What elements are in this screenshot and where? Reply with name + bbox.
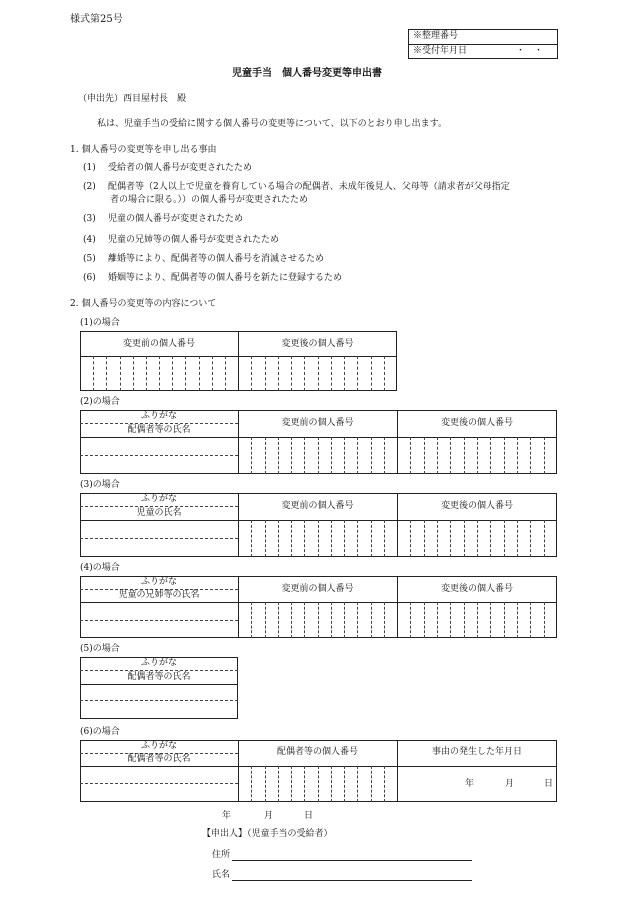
reason-4-num: (4)	[83, 235, 96, 245]
reason-3-text: 児童の個人番号が変更されたため	[108, 214, 244, 224]
digit-divider	[410, 520, 411, 557]
digit-divider	[450, 602, 451, 638]
digit-divider	[464, 437, 465, 474]
digit-divider	[410, 437, 411, 474]
digit-divider	[251, 602, 252, 638]
digit-divider	[517, 520, 518, 557]
digit-divider	[251, 437, 252, 474]
digit-divider	[212, 356, 213, 391]
digit-divider	[384, 437, 385, 474]
digit-divider	[251, 766, 252, 802]
digit-divider	[265, 356, 266, 391]
digit-divider	[304, 602, 305, 638]
digit-divider	[251, 356, 252, 391]
digit-divider	[544, 602, 545, 638]
digit-divider	[357, 520, 358, 557]
case2-before-header: 変更前の個人番号	[281, 418, 354, 428]
digit-divider	[344, 356, 345, 391]
intro-text: 私は、児童手当の受給に関する個人番号の変更等について、以下のとおり申し出ます。	[97, 119, 447, 129]
reason-6-text: 婚姻等により、配偶者等の個人番号を新たに登録するため	[108, 273, 343, 283]
digit-divider	[265, 602, 266, 638]
reason-1-text: 受給者の個人番号が変更されたため	[108, 163, 253, 173]
digit-divider	[357, 766, 358, 802]
digit-divider	[304, 356, 305, 391]
digit-divider	[530, 520, 531, 557]
reason-6-num: (6)	[83, 273, 96, 283]
case4-furigana: ふりがな	[140, 577, 177, 587]
case4-name-header: 児童の兄姉等の氏名	[118, 590, 200, 600]
digit-divider	[357, 356, 358, 391]
case6-name-header: 配偶者等の氏名	[127, 754, 191, 764]
ref-number-label: ※整理番号	[413, 31, 459, 41]
case6-furigana: ふりがな	[140, 741, 177, 751]
reason-2-text-cont: 者の場合に限る。））の個人番号が変更されたため	[110, 195, 309, 205]
digit-divider	[384, 602, 385, 638]
address-line[interactable]	[232, 860, 472, 861]
digit-divider	[490, 437, 491, 474]
reason-3-num: (3)	[83, 214, 96, 224]
digit-divider	[517, 437, 518, 474]
digit-divider	[384, 766, 385, 802]
digit-divider	[331, 602, 332, 638]
digit-divider	[278, 520, 279, 557]
section2-heading: 2. 個人番号の変更等の内容について	[70, 299, 217, 309]
case6-label: (6)の場合	[80, 727, 120, 737]
case4-after-header: 変更後の個人番号	[440, 584, 513, 594]
addressee: （申出先）西目屋村長 殿	[78, 94, 187, 104]
digit-divider	[477, 602, 478, 638]
case3-label: (3)の場合	[80, 480, 120, 490]
digit-divider	[265, 520, 266, 557]
digit-divider	[291, 766, 292, 802]
digit-divider	[437, 602, 438, 638]
case5-label: (5)の場合	[80, 644, 120, 654]
digit-divider	[437, 520, 438, 557]
digit-divider	[437, 437, 438, 474]
digit-divider	[278, 356, 279, 391]
reason-2-text: 配偶者等（2人以上で児童を養育している場合の配偶者、未成年後見人、父母等（請求者が父母指定	[108, 182, 510, 192]
digit-divider	[464, 602, 465, 638]
reason-4-text: 児童の兄姉等の個人番号が変更されたため	[108, 235, 280, 245]
digit-divider	[265, 766, 266, 802]
digit-divider	[278, 437, 279, 474]
digit-divider	[344, 766, 345, 802]
form-number: 様式第25号	[70, 14, 123, 25]
case6-date-header: 事由の発生した年月日	[431, 747, 522, 757]
case2-after-header: 変更後の個人番号	[440, 418, 513, 428]
digit-divider	[318, 356, 319, 391]
case4-label: (4)の場合	[80, 563, 120, 573]
digit-divider	[265, 437, 266, 474]
case1-after-header: 変更後の個人番号	[281, 339, 354, 349]
digit-divider	[133, 356, 134, 391]
digit-divider	[331, 520, 332, 557]
digit-divider	[331, 437, 332, 474]
digit-divider	[504, 520, 505, 557]
digit-divider	[199, 356, 200, 391]
digit-divider	[318, 437, 319, 474]
digit-divider	[544, 437, 545, 474]
digit-divider	[544, 520, 545, 557]
case3-furigana: ふりがな	[140, 494, 177, 504]
digit-divider	[424, 520, 425, 557]
digit-divider	[93, 356, 94, 391]
digit-divider	[357, 602, 358, 638]
case2-label: (2)の場合	[80, 397, 120, 407]
digit-divider	[291, 356, 292, 391]
digit-divider	[344, 602, 345, 638]
case6-month: 月	[505, 779, 515, 789]
sign-month: 月	[264, 811, 274, 821]
digit-divider	[331, 766, 332, 802]
digit-divider	[371, 766, 372, 802]
digit-divider	[504, 602, 505, 638]
digit-divider	[530, 437, 531, 474]
digit-divider	[120, 356, 121, 391]
case3-name-header: 児童の氏名	[136, 508, 182, 518]
digit-divider	[304, 766, 305, 802]
case3-after-header: 変更後の個人番号	[440, 501, 513, 511]
case6-day: 日	[544, 779, 554, 789]
applicant-label: 【申出人】（児童手当の受給者）	[202, 829, 333, 839]
digit-divider	[450, 437, 451, 474]
digit-divider	[477, 437, 478, 474]
digit-divider	[424, 602, 425, 638]
digit-divider	[318, 602, 319, 638]
digit-divider	[159, 356, 160, 391]
digit-divider	[146, 356, 147, 391]
digit-divider	[185, 356, 186, 391]
received-date-dots: ・ ・	[516, 46, 544, 56]
reason-1-num: (1)	[83, 163, 96, 173]
digit-divider	[504, 437, 505, 474]
digit-divider	[304, 520, 305, 557]
digit-divider	[106, 356, 107, 391]
case2-name-header: 配偶者等の氏名	[127, 425, 191, 435]
received-date-label: ※受付年月日	[413, 46, 468, 56]
case4-before-header: 変更前の個人番号	[281, 584, 354, 594]
digit-divider	[477, 520, 478, 557]
digit-divider	[464, 520, 465, 557]
digit-divider	[371, 520, 372, 557]
case5-name-header: 配偶者等の氏名	[127, 672, 191, 682]
digit-divider	[291, 602, 292, 638]
case5-furigana: ふりがな	[140, 658, 177, 668]
digit-divider	[251, 520, 252, 557]
digit-divider	[490, 602, 491, 638]
digit-divider	[304, 437, 305, 474]
digit-divider	[490, 520, 491, 557]
address-label: 住所	[212, 850, 231, 860]
name-line[interactable]	[232, 880, 472, 881]
digit-divider	[371, 602, 372, 638]
case6-number-header: 配偶者等の個人番号	[276, 747, 358, 757]
reason-5-num: (5)	[83, 254, 96, 264]
digit-divider	[410, 602, 411, 638]
digit-divider	[278, 602, 279, 638]
digit-divider	[172, 356, 173, 391]
digit-divider	[225, 356, 226, 391]
digit-divider	[530, 602, 531, 638]
case1-label: (1)の場合	[80, 318, 120, 328]
digit-divider	[318, 520, 319, 557]
digit-divider	[371, 437, 372, 474]
sign-day: 日	[304, 811, 314, 821]
digit-divider	[278, 766, 279, 802]
digit-divider	[344, 520, 345, 557]
digit-divider	[371, 356, 372, 391]
case6-year: 年	[465, 779, 475, 789]
case2-furigana: ふりがな	[140, 411, 177, 421]
reason-2-num: (2)	[83, 182, 96, 192]
digit-divider	[517, 602, 518, 638]
digit-divider	[357, 437, 358, 474]
digit-divider	[331, 356, 332, 391]
name-label: 氏名	[212, 870, 231, 880]
section1-heading: 1. 個人番号の変更等を申し出る事由	[70, 145, 217, 155]
digit-divider	[291, 437, 292, 474]
digit-divider	[424, 437, 425, 474]
reason-5-text: 離婚等により、配偶者等の個人番号を消滅させるため	[108, 254, 325, 264]
sign-year: 年	[222, 811, 232, 821]
digit-divider	[318, 766, 319, 802]
digit-divider	[450, 520, 451, 557]
digit-divider	[384, 520, 385, 557]
digit-divider	[384, 356, 385, 391]
page-title: 児童手当 個人番号変更等申出書	[232, 68, 382, 79]
case1-before-header: 変更前の個人番号	[122, 339, 195, 349]
case3-before-header: 変更前の個人番号	[281, 501, 354, 511]
digit-divider	[344, 437, 345, 474]
digit-divider	[291, 520, 292, 557]
